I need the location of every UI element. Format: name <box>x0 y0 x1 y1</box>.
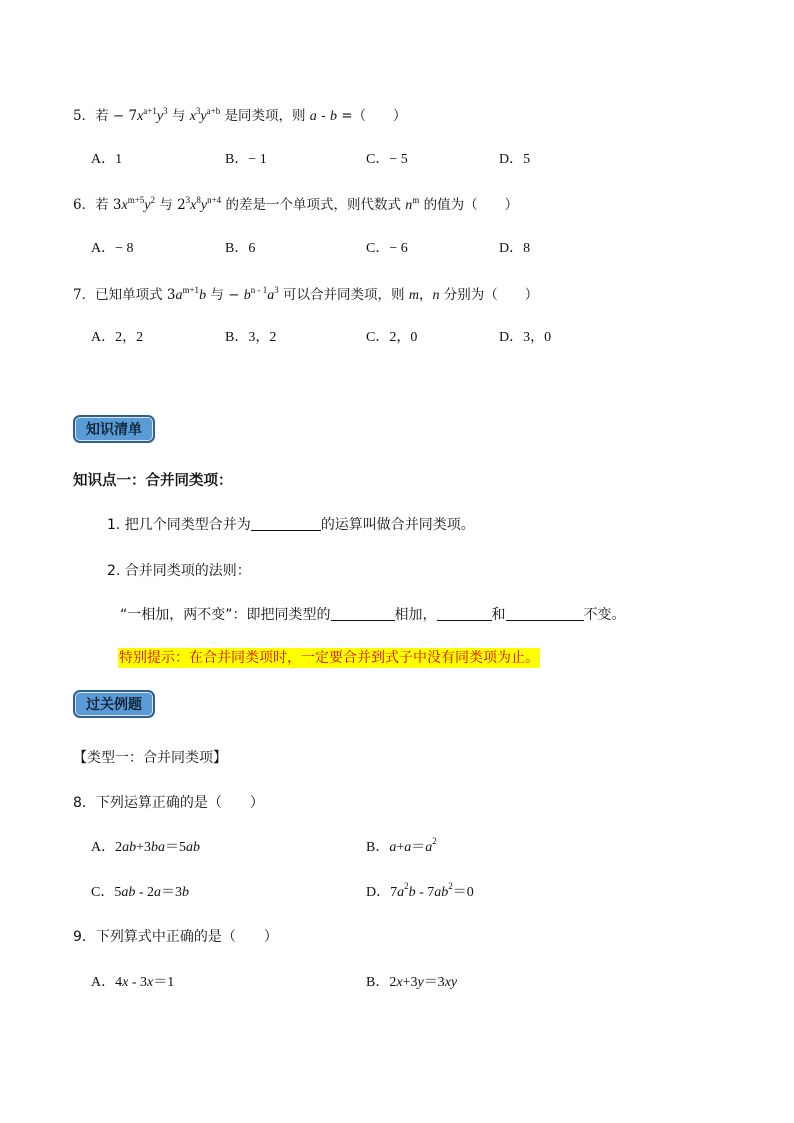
fill-blank <box>437 606 492 621</box>
question-6-option-c: C．− 6 <box>366 241 408 256</box>
fill-blank <box>506 606 584 621</box>
question-7-option-b: B．3，2 <box>225 330 277 345</box>
fill-blank <box>251 516 321 531</box>
question-9-stem: 9．下列算式中正确的是（ ） <box>73 929 278 945</box>
question-6-option-b: B．6 <box>225 241 256 256</box>
question-5-option-c: C．− 5 <box>366 152 408 167</box>
question-7-option-d: D．3，0 <box>499 330 552 345</box>
knowledge-item-2: 2. 合并同类项的法则： <box>107 563 251 579</box>
question-7-option-c: C．2，0 <box>366 330 418 345</box>
type-one-heading: 【类型一：合并同类项】 <box>73 750 227 766</box>
knowledge-list-badge: 知识清单 <box>73 415 155 443</box>
question-7-option-a: A．2，2 <box>91 330 144 345</box>
question-8-option-d: D．$7a^2b - 7ab^2=0$ <box>366 881 474 900</box>
question-8-option-c: C．5ab - 2a＝3b <box>91 885 190 900</box>
special-tip <box>118 647 540 667</box>
question-6-stem: 6．若 $3x^{m+5}y^2$ 与 $2^3x^8y^{n+4}$ 的差是一个单项式，则代数式 $n^m$ 的值为（ ） <box>73 194 519 213</box>
example-badge: 过关例题 <box>73 690 155 718</box>
question-5-option-a: A．1 <box>91 152 123 167</box>
question-7-stem: 7．已知单项式 $3a^{m+1}b$ 与 − $b^{n - 1}a^3$ 可以合并同类项，则 m，n 分别为（ ） <box>73 284 539 303</box>
question-9-option-a: A．4x - 3x＝1 <box>91 975 175 990</box>
question-5-option-b: B．− 1 <box>225 152 267 167</box>
special-tip-highlight: 特别提示：在合并同类项时，一定要合并到式子中没有同类项为止。 <box>119 650 539 666</box>
question-9-option-b: B．2x+3y＝3xy <box>366 975 458 990</box>
question-5-option-d: D．5 <box>499 152 531 167</box>
question-8-stem: 8．下列运算正确的是（ ） <box>73 795 264 811</box>
question-6-option-d: D．8 <box>499 241 531 256</box>
merge-rule-text: “一相加，两不变”：即把同类型的 相加， 和 不变。 <box>120 607 626 623</box>
question-6-option-a: A．− 8 <box>91 241 134 256</box>
question-8-option-a: A．2ab+3ba＝5ab <box>91 840 201 855</box>
knowledge-point-heading: 知识点一：合并同类项： <box>73 473 233 489</box>
question-5-stem: 5．若 − $7x^{a+1}y^3$ 与 $x^3y^{a+b}$ 是同类项，则 a - b =（ ） <box>73 105 407 124</box>
knowledge-item-1: 1. 把几个同类型合并为 的运算叫做合并同类项。 <box>107 517 475 533</box>
question-8-option-b: B．$a+a=a^2$ <box>366 836 437 855</box>
fill-blank <box>331 606 395 621</box>
